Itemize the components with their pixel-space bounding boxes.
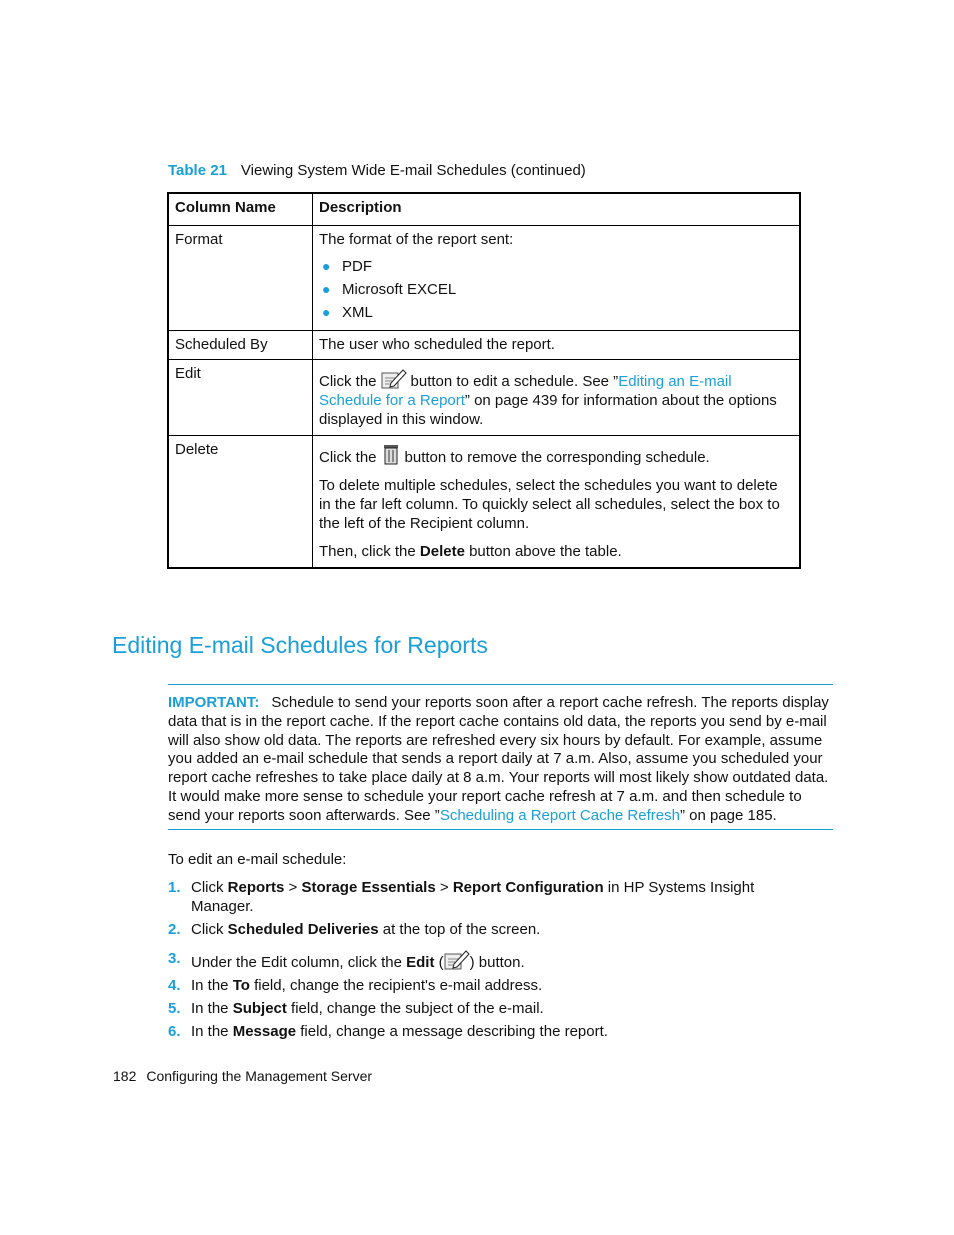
step-item: 4. In the To field, change the recipient's e-mail address. bbox=[168, 977, 543, 994]
table-row bbox=[168, 360, 800, 436]
edit-pencil-icon bbox=[444, 949, 470, 971]
table-caption bbox=[168, 162, 586, 179]
delete-p1: Click the button to remove the corresponding schedule. bbox=[319, 444, 793, 467]
bullet-icon: ● bbox=[322, 304, 331, 320]
table-row bbox=[168, 331, 800, 360]
divider bbox=[168, 684, 833, 685]
chapter-title: Configuring the Management Server bbox=[146, 1068, 373, 1084]
divider bbox=[168, 829, 833, 830]
table-row bbox=[168, 436, 800, 569]
format-intro: The format of the report sent: bbox=[319, 231, 514, 248]
column-header-description: Description bbox=[313, 193, 801, 226]
delete-p3: Then, click the Delete button above the table. bbox=[319, 543, 622, 560]
table-row bbox=[168, 226, 800, 331]
row-name-format: Format bbox=[168, 226, 313, 331]
page-number: 182 bbox=[113, 1068, 137, 1084]
page-footer bbox=[113, 1068, 372, 1084]
step-item: 3. Under the Edit column, click the Edit ( ) button. bbox=[168, 950, 525, 971]
bullet-icon: ● bbox=[322, 281, 331, 297]
list-item: ● Microsoft EXCEL bbox=[322, 281, 457, 298]
delete-p2: To delete multiple schedules, select the schedules you want to delete in the far left column. To quickly select all schedules, select the box to the left of the Recipient column. bbox=[319, 477, 780, 532]
row-desc-edit: Click the button to edit a schedule. See ”Editing an E-mail Schedule for a Report” on page 439 for information about the options displayed in this window. bbox=[313, 360, 801, 436]
link-scheduling-cache-refresh[interactable]: Scheduling a Report Cache Refresh bbox=[439, 806, 680, 824]
steps-list bbox=[168, 878, 808, 1041]
row-desc-delete bbox=[313, 436, 801, 569]
step-item: 5. In the Subject field, change the subject of the e-mail. bbox=[168, 1000, 544, 1017]
link-editing-schedule[interactable]: Editing an E-mail Schedule for a Report bbox=[319, 373, 732, 409]
schedules-table bbox=[167, 192, 801, 569]
section-title: Editing E-mail Schedules for Reports bbox=[112, 632, 488, 658]
row-desc-scheduled-by: The user who scheduled the report. bbox=[313, 331, 801, 360]
table-header-row bbox=[168, 193, 800, 226]
steps-intro: To edit an e-mail schedule: bbox=[168, 851, 347, 868]
step-item: 1. Click Reports > Storage Essentials > Report Configuration in HP Systems Insight Manager. bbox=[168, 879, 755, 915]
bullet-icon: ● bbox=[322, 258, 331, 274]
step-item: 2. Click Scheduled Deliveries at the top of the screen. bbox=[168, 921, 541, 938]
important-note: IMPORTANT: Schedule to send your reports soon after a report cache refresh. The reports display data that is in the report cache. If the report cache contains old data, the reports you send by e-mail will also show old data. The reports are refreshed every six hours by default. For example, assume you added an e-mail schedule that sends a report daily at 7 a.m. Also, assume you scheduled your report cache refreshes to take place daily at 8 a.m. Your reports will most likely show outdated data. It would make more sense to schedule your report cache refresh at 7 a.m. and then schedule to send your reports soon afterwards. See ”Scheduling a Report Cache Refresh” on page 185. bbox=[168, 694, 829, 824]
important-label: IMPORTANT: bbox=[168, 694, 260, 711]
step-item: 6. In the Message field, change a message describing the report. bbox=[168, 1023, 608, 1040]
edit-pencil-icon bbox=[381, 368, 407, 390]
row-name-scheduled-by: Scheduled By bbox=[168, 331, 313, 360]
table-caption-text: Viewing System Wide E-mail Schedules (continued) bbox=[240, 162, 586, 179]
row-name-delete: Delete bbox=[168, 436, 313, 569]
column-header-name: Column Name bbox=[168, 193, 313, 226]
format-list bbox=[319, 257, 793, 322]
list-item: ● XML bbox=[322, 304, 373, 321]
list-item: ● PDF bbox=[322, 258, 372, 275]
trash-icon bbox=[381, 444, 401, 466]
table-caption-label: Table 21 bbox=[168, 162, 227, 179]
row-desc-format bbox=[313, 226, 801, 331]
row-name-edit: Edit bbox=[168, 360, 313, 436]
